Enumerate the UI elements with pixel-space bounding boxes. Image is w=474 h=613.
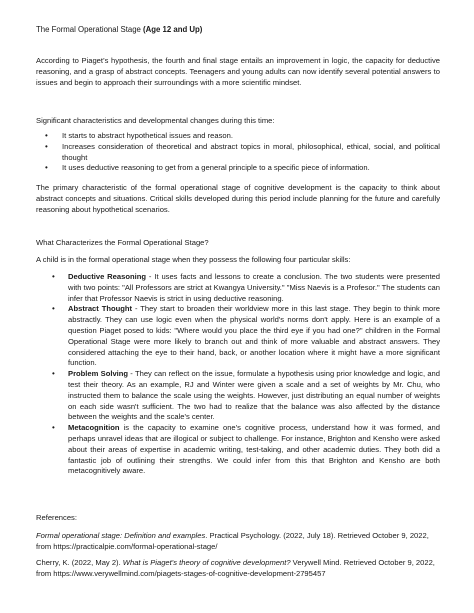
list-item: • It starts to abstract hypothetical issues and reason. bbox=[45, 131, 233, 140]
bullet-icon: • bbox=[45, 131, 48, 140]
intro-paragraph: According to Piaget’s hypothesis, the fourth and final stage entails an improvement in logic, the capacity for deductive reasoning, and a grasp of abstract concepts. Teenagers and young adults can now identify several potential answers to issues and begin to approach their surroundings with a more scientific mindset. bbox=[36, 56, 440, 87]
changes-heading: Significant characteristics and developmental changes during this time: bbox=[36, 116, 275, 125]
bullet-icon: • bbox=[52, 369, 55, 379]
list-item: • Deductive Reasoning - It uses facts and lessons to create a conclusion. The two students were presented with two points: "All Professors are strict at Kwangya University." "Miss Naevis is a Profesor." The students can infer that Professor Naevis is strict in using deductive reasoning. bbox=[52, 272, 440, 303]
references-heading: References: bbox=[36, 513, 77, 522]
list-item: • Increases consideration of theoretical and abstract topics in moral, philosophical, ethical, social, and political thought bbox=[45, 141, 440, 162]
bullet-icon: • bbox=[52, 272, 55, 281]
skills-intro: A child is in the formal operational stage when they possess the following four particular skills: bbox=[36, 255, 351, 264]
skills-list bbox=[36, 272, 440, 477]
bullet-icon: • bbox=[45, 163, 48, 173]
bullet-icon: • bbox=[52, 304, 55, 314]
section-heading: What Characterizes the Formal Operational Stage? bbox=[36, 238, 209, 247]
changes-list bbox=[36, 131, 440, 174]
page-title: The Formal Operational Stage (Age 12 and Up) bbox=[36, 25, 203, 34]
skill-term: Abstract Thought bbox=[68, 304, 133, 314]
list-item: • Abstract Thought - They start to broaden their worldview more in this last stage. They begin to think more abstractly. They can use logic even when the physical world's norms don't apply. Here is an example of a question Piaget posed to kids: "Where would you place the third eye if you had one?" children in the Formal Operational Stage were more likely to branch out and think of more valuable and abstract answers. They considered attaching the eye to their hand, back, or another location where it might have a more significant function. bbox=[52, 304, 440, 368]
list-item: • Problem Solving - They can reflect on the issue, formulate a hypothesis using prior knowledge and logic, and test their theory. As an example, RJ and Winter were given a scale and a set of weights by Mr. Chu, who instructed them to balance the scale using the weights. However, just distributing an equal number of weights on each side wasn't sufficient. The two had to realize that the balance was also affected by the distance between the weights and the scale's center. bbox=[52, 369, 440, 422]
primary-paragraph: The primary characteristic of the formal operational stage of cognitive development is the capacity to think about abstract concepts and situations. Critical skills developed during this period include planning for the future and carefully reasoning about hypothetical scenarios. bbox=[36, 183, 440, 214]
bullet-icon: • bbox=[45, 141, 48, 151]
skill-term: Problem Solving bbox=[68, 369, 129, 379]
reference-entry: Cherry, K. (2022, May 2). What is Piaget's theory of cognitive development? Verywell Mind. Retrieved October 9, 2022, from https://www.verywellmind.com/piagets-stages-of-cognitive-development-2795457 bbox=[36, 558, 435, 578]
skill-term: Deductive Reasoning bbox=[68, 272, 147, 281]
title-age-range: (Age 12 and Up) bbox=[143, 25, 203, 34]
list-item: • It uses deductive reasoning to get from a general principle to a specific piece of information. bbox=[45, 163, 370, 173]
list-item: • Metacognition is the capacity to examine one's cognitive process, understand how it was formed, and perhaps unravel ideas that are illogical or subject to challenge. For instance, Brighton and Kensho were asked about their areas of expertise in academic writing, test-taking, and other academic duties. They both did a fantastic job of outlining their strengths. We could infer from this that Brighton and Kensho are both metacognitively aware. bbox=[52, 423, 440, 476]
bullet-icon: • bbox=[52, 423, 55, 433]
skill-term: Metacognition bbox=[68, 423, 120, 433]
reference-entry: Formal operational stage: Definition and examples. Practical Psychology. (2022, July 18). Retrieved October 9, 2022, from https://practicalpie.com/formal-operational-stage/ bbox=[36, 531, 429, 551]
